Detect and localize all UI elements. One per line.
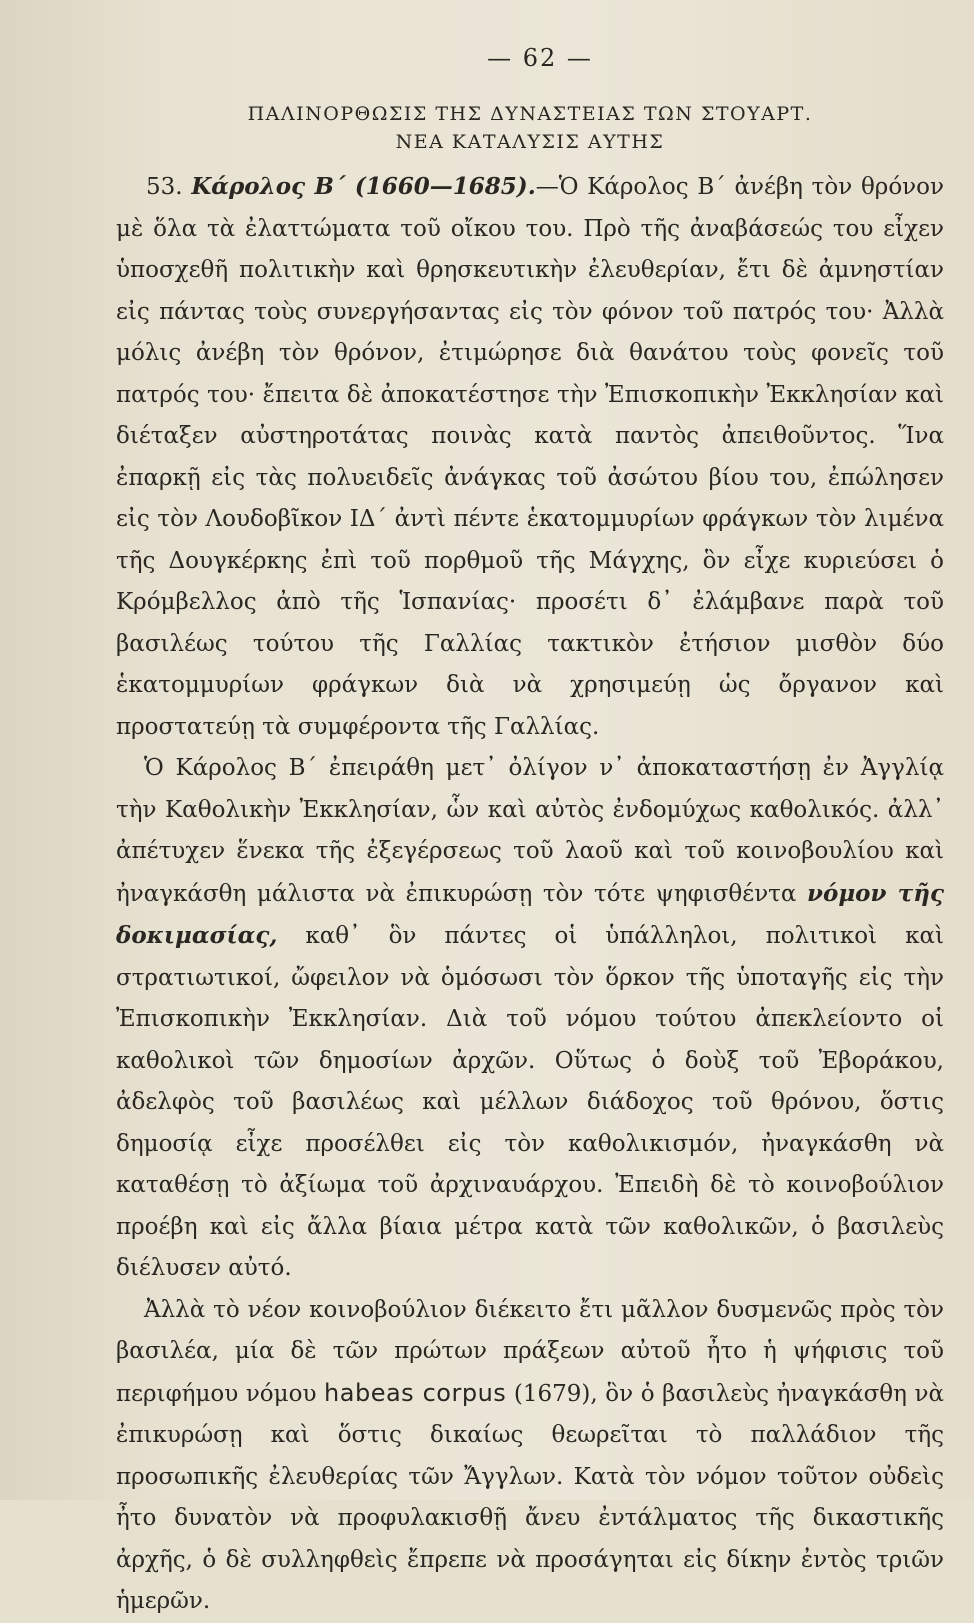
section-number: 53. — [146, 174, 183, 200]
paragraph-1-text: —Ὁ Κάρολος Β΄ ἀνέβη τὸν θρόνον μὲ ὅλα τὰ ἐλαττώματα τοῦ οἴκου του. Πρὸ τῆς ἀναβάσεώς του εἶχεν ὑποσχεθῆ πολιτικὴν καὶ θρησκευτικὴν ἐλευθερίαν, ἔτι δὲ ἀμνηστίαν εἰς πάντας τοὺς συνεργήσαντας εἰς τὸν φόνον τοῦ πατρός του· Ἀλλὰ μόλις ἀνέβη τὸν θρόνον, ἐτιμώρησε διὰ θανάτου τοὺς φονεῖς τοῦ πατρός του· ἔπειτα δὲ ἀποκατέστησε τὴν Ἐπισκοπικὴν Ἐκκλησίαν καὶ διέταξεν αὐστηροτάτας ποινὰς κατὰ παντὸς ἀπειθοῦντος. Ἵνα ἐπαρκῇ εἰς τὰς πολυειδεῖς ἀνάγκας τοῦ ἀσώτου βίου του, ἐπώλησεν εἰς τὸν Λουδοβῖκον ΙΔ΄ ἀντὶ πέντε ἑκατομμυρίων φράγκων τὸν λιμένα τῆς Δουγκέρκης ἐπὶ τοῦ πορθμοῦ τῆς Μάγχης, ὃν εἶχε κυριεύσει ὁ Κρόμβελλος ἀπὸ τῆς Ἱσπανίας· προσέτι δ᾽ ἐλάμβανε παρὰ τοῦ βασιλέως τούτου τῆς Γαλλίας τακτικὸν ἐτήσιον μισθὸν δύο ἑκατομμυρίων φράγκων διὰ νὰ χρησιμεύῃ ὡς ὄργανον καὶ προστατεύῃ τὰ συμφέροντα τῆς Γαλλίας. — [116, 174, 944, 740]
law-name-emphasis: νόμον τῆς δοκιμασίας, — [116, 879, 944, 949]
paragraph-2-text-a: Ὁ Κάρολος Β΄ ἐπειράθη μετ᾽ ὀλίγον ν᾽ ἀποκαταστήσῃ ἐν Ἀγγλίᾳ τὴν Καθολικὴν Ἐκκλησίαν, ὧν καὶ αὐτὸς ἐνδομύχως καθολικός. ἀλλ᾽ ἀπέτυχεν ἕνεκα τῆς ἐξεγέρσεως τοῦ λαοῦ καὶ τοῦ κοινοβουλίου καὶ ἠναγκάσθη μάλιστα νὰ ἐπικυρώσῃ τὸν τότε ψηφισθέντα — [116, 755, 944, 907]
section-body — [116, 166, 944, 1623]
page-number: — 62 — — [487, 44, 593, 72]
paragraph-2-text-b: καθ᾽ ὃν πάντες οἱ ὑπάλληλοι, πολιτικοὶ καὶ στρατιωτικοί, ὤφειλον νὰ ὁμόσωσι τὸν ὅρκον τῆς ὑποταγῆς εἰς τὴν Ἐπισκοπικὴν Ἐκκλησίαν. Διὰ τοῦ νόμου τούτου ἀπεκλείοντο οἱ καθολικοὶ τῶν δημοσίων ἀρχῶν. Οὕτως ὁ δοὺξ τοῦ Ἐβοράκου, ἀδελφὸς τοῦ βασιλέως καὶ μέλλων διάδοχος τοῦ θρόνου, ὅστις δημοσίᾳ εἶχε προσέλθει εἰς τὸν καθολικισμόν, ἠναγκάσθη νὰ καταθέσῃ τὸ ἀξίωμα τοῦ ἀρχιναυάρχου. Ἐπειδὴ δὲ τὸ κοινοβούλιον προέβη καὶ εἰς ἄλλα βίαια μέτρα κατὰ τῶν καθολικῶν, ὁ βασιλεὺς διέλυσεν αὐτό. — [116, 923, 945, 1281]
paragraph-3-text-b: (1679), ὃν ὁ βασιλεὺς ἠναγκάσθη νὰ ἐπικυρώσῃ καὶ ὅστις δικαίως θεωρεῖται τὸ παλλάδιον τῆς προσωπικῆς ἐλευθερίας τῶν Ἄγγλων. Κατὰ τὸν νόμον τοῦτον οὐδεὶς ἦτο δυνατὸν νὰ προφυλακισθῇ ἄνευ ἐντάλματος τῆς δικαστικῆς ἀρχῆς, ὁ δὲ συλληφθεὶς ἔπρεπε νὰ προσάγηται εἰς δίκην ἐντὸς τριῶν ἡμερῶν. — [116, 1380, 945, 1614]
paragraph-3 — [116, 1290, 944, 1623]
paragraph-1 — [116, 166, 944, 748]
section-title: Κάρολος Β΄ (1660—1685). — [191, 173, 536, 200]
paragraph-3-text-a: Ἀλλὰ τὸ νέον κοινοβούλιον διέκειτο ἔτι μᾶλλον δυσμενῶς πρὸς τὸν βασιλέα, μία δὲ τῶν πρώτων πράξεων αὐτοῦ ἦτο ἡ ψήφισις τοῦ περιφήμου νόμου — [116, 1296, 944, 1407]
chapter-heading-line1: ΠΑΛΙΝΟΡΘΩΣΙΣ ΤΗΣ ΔΥΝΑΣΤΕΙΑΣ ΤΩΝ ΣΤΟΥΑΡΤ. — [247, 103, 813, 125]
chapter-heading-line2: ΝΕΑ ΚΑΤΑΛΥΣΙΣ ΑΥΤΗΣ — [395, 131, 665, 153]
paragraph-2 — [116, 748, 944, 1290]
latin-term: habeas corpus — [324, 1378, 507, 1407]
